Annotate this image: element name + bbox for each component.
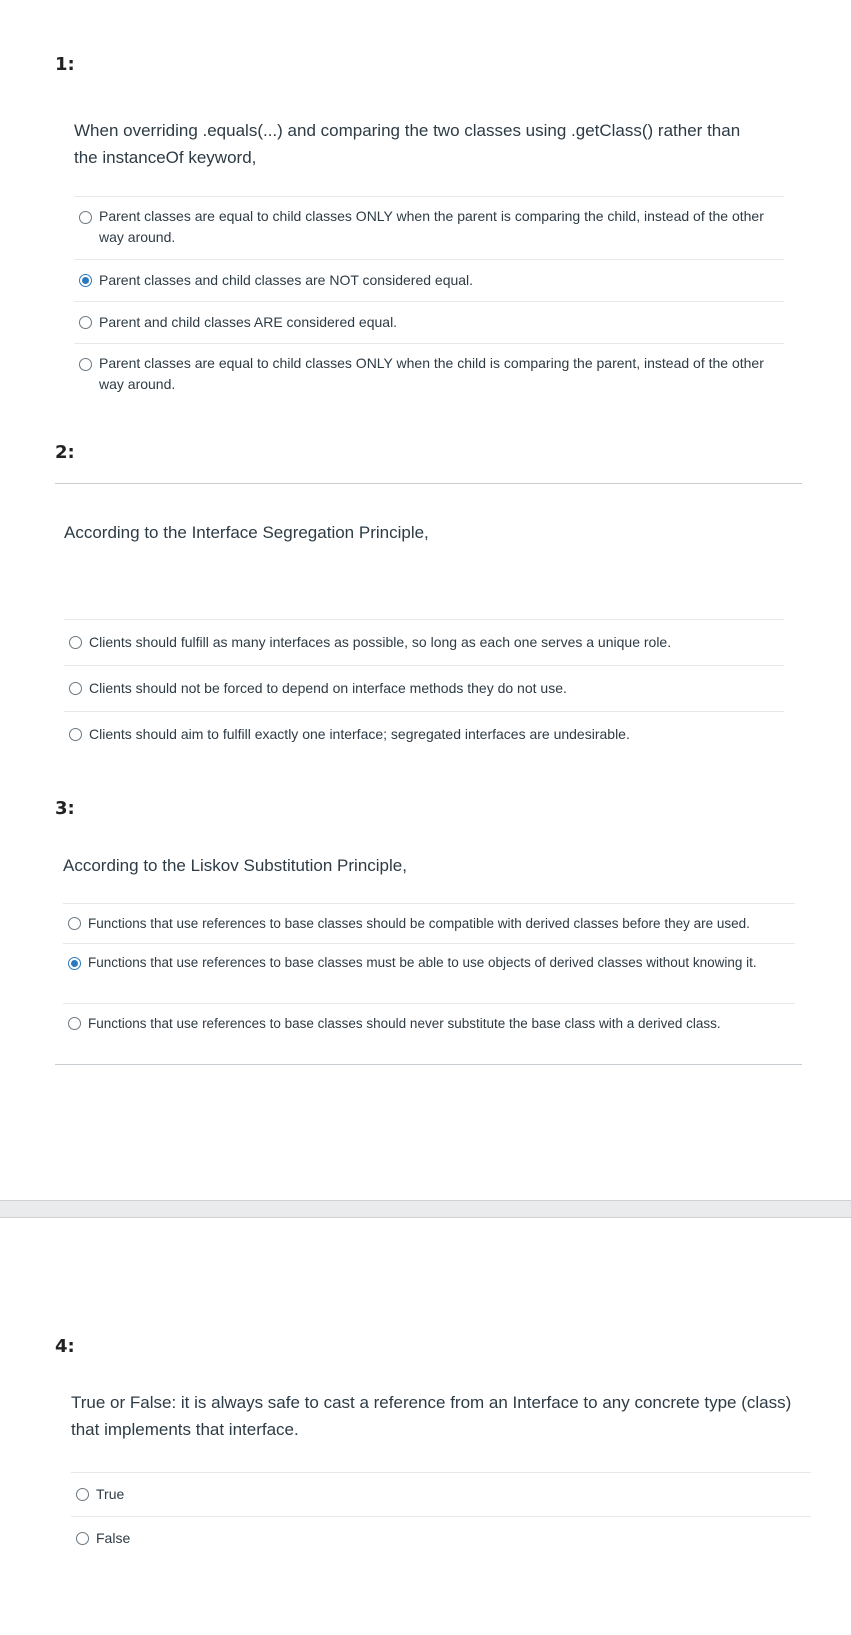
question-3-answer-3[interactable]	[63, 1003, 795, 1043]
question-1-answer-2[interactable]	[74, 259, 784, 301]
answer-label: Parent and child classes ARE considered equal.	[99, 314, 398, 330]
radio-button[interactable]	[79, 211, 92, 224]
radio-button[interactable]	[68, 957, 81, 970]
question-4-answer-2[interactable]	[71, 1516, 811, 1560]
answer-label: Functions that use references to base classes must be able to use objects of derived classes without knowing it.	[88, 955, 757, 970]
question-2-answer-2[interactable]	[64, 665, 784, 711]
radio-button[interactable]	[68, 917, 81, 930]
question-1-answer-4[interactable]	[74, 343, 784, 406]
question-1-answer-3[interactable]	[74, 301, 784, 343]
question-3-answer-2[interactable]	[63, 943, 795, 1003]
question-4-answers	[71, 1472, 811, 1560]
radio-button[interactable]	[79, 358, 92, 371]
divider	[55, 483, 802, 484]
answer-label: Clients should aim to fulfill exactly one interface; segregated interfaces are undesirable.	[89, 726, 630, 742]
radio-button[interactable]	[69, 728, 82, 741]
answer-label: Functions that use references to base classes should never substitute the base class with a derived class.	[88, 1016, 721, 1031]
radio-button[interactable]	[76, 1488, 89, 1501]
question-2-answer-1[interactable]	[64, 619, 784, 665]
question-1-prompt: When overriding .equals(...) and comparing the two classes using .getClass() rather than the instanceOf keyword,	[74, 121, 741, 167]
radio-button[interactable]	[76, 1532, 89, 1545]
radio-button[interactable]	[69, 636, 82, 649]
question-1-answer-1[interactable]	[74, 196, 784, 259]
divider	[55, 1064, 802, 1065]
page-break	[0, 1200, 851, 1218]
radio-button[interactable]	[79, 316, 92, 329]
question-2-number: 2:	[55, 442, 75, 463]
question-1-answers	[74, 196, 784, 406]
answer-label: True	[96, 1486, 125, 1502]
question-3-answer-1[interactable]	[63, 903, 795, 943]
answer-label: Functions that use references to base classes should be compatible with derived classes before they are used.	[88, 916, 750, 931]
answer-label: False	[96, 1530, 131, 1546]
answer-label: Parent classes are equal to child classes ONLY when the parent is comparing the child, instead of the other way around.	[99, 208, 764, 245]
question-3-answers	[63, 903, 795, 1043]
answer-label: Parent classes are equal to child classes ONLY when the child is comparing the parent, instead of the other way around.	[99, 355, 764, 392]
question-2-answers	[64, 619, 784, 757]
radio-button[interactable]	[68, 1017, 81, 1030]
question-4-answer-1[interactable]	[71, 1472, 811, 1516]
question-3-number: 3:	[55, 798, 75, 819]
answer-label: Clients should fulfill as many interfaces as possible, so long as each one serves a unique role.	[89, 634, 672, 650]
answer-label: Clients should not be forced to depend on interface methods they do not use.	[89, 680, 567, 696]
question-4-prompt: True or False: it is always safe to cast a reference from an Interface to any concrete type (class) that implements that interface.	[71, 1393, 792, 1439]
question-3-prompt: According to the Liskov Substitution Principle,	[63, 856, 407, 875]
answer-label: Parent classes and child classes are NOT considered equal.	[99, 272, 474, 288]
radio-button[interactable]	[79, 274, 92, 287]
question-1-number: 1:	[55, 54, 75, 75]
question-2-answer-3[interactable]	[64, 711, 784, 757]
question-2-prompt: According to the Interface Segregation Principle,	[64, 523, 429, 542]
radio-button[interactable]	[69, 682, 82, 695]
question-4-number: 4:	[55, 1336, 75, 1357]
